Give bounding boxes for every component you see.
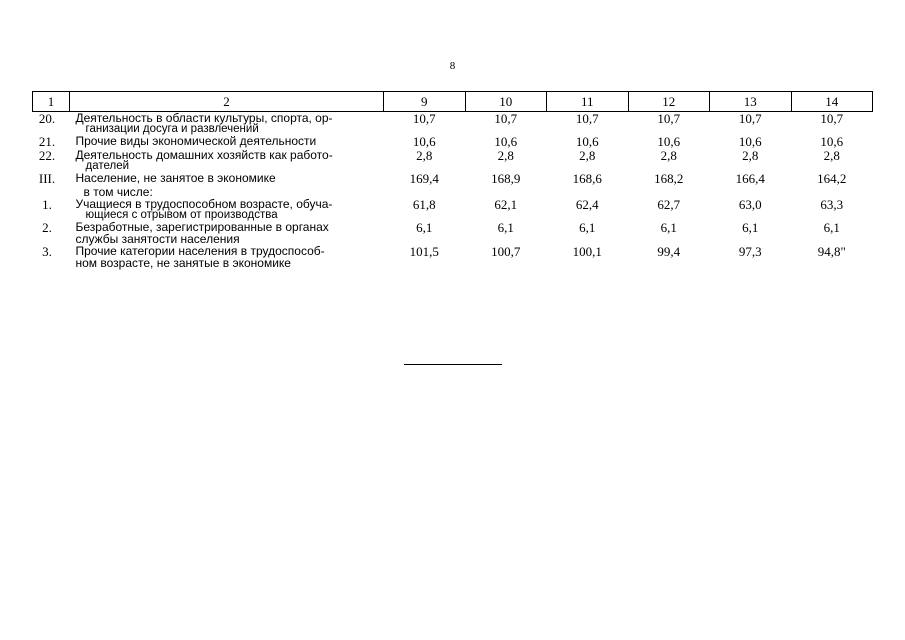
cell-value: 2,8	[660, 148, 677, 163]
cell-value: 10,6	[494, 134, 518, 149]
cell-value: 2,8	[742, 148, 759, 163]
row-label-line: службы занятости населения	[75, 232, 240, 246]
table-row	[33, 149, 873, 172]
row-label-line: в том числе:	[83, 185, 153, 199]
data-table	[32, 91, 873, 269]
cell-value: 10,6	[657, 134, 681, 149]
row-number: 1.	[42, 197, 52, 212]
row-label	[70, 149, 384, 172]
table-row	[33, 198, 873, 221]
cell-value: 94,8"	[817, 244, 846, 259]
cell-value: 6,1	[742, 220, 759, 235]
cell-value: 6,1	[497, 220, 514, 235]
row-label-line: ганизации досуга и развлечений	[85, 123, 259, 135]
row-label-line: Прочие категории населения в трудоспособ-	[75, 244, 325, 258]
cell-value: 6,1	[579, 220, 596, 235]
row-label	[70, 112, 384, 136]
cell-value: 10,7	[575, 111, 599, 126]
cell-value: 168,2	[654, 171, 684, 186]
cell-value: 6,1	[660, 220, 677, 235]
cell-value: 10,6	[820, 134, 844, 149]
row-label	[70, 172, 384, 186]
row-label-line: ющиеся с отрывом от производства	[85, 209, 278, 221]
cell-value: 63,0	[738, 197, 762, 212]
cell-value: 62,4	[575, 197, 599, 212]
cell-value: 166,4	[735, 171, 765, 186]
header-col-14: 14	[791, 92, 873, 112]
table-row	[33, 135, 873, 149]
row-label-line: ном возрасте, не занятые в экономике	[75, 256, 291, 270]
row-label	[70, 245, 384, 269]
row-label-line: Деятельность в области культуры, спорта, ор-	[75, 111, 333, 125]
row-label-line: Прочие виды экономической деятельности	[75, 134, 317, 148]
row-label	[70, 221, 384, 245]
header-col-12: 12	[628, 92, 710, 112]
cell-value: 10,7	[494, 111, 518, 126]
cell-value: 168,9	[491, 171, 521, 186]
cell-value: 2,8	[416, 148, 433, 163]
table-row	[33, 112, 873, 136]
cell-value: 2,8	[579, 148, 596, 163]
cell-value: 6,1	[416, 220, 433, 235]
row-number: 20.	[38, 111, 56, 126]
row-number: 3.	[42, 244, 52, 259]
cell-value: 97,3	[738, 244, 762, 259]
cell-value: 168,6	[572, 171, 602, 186]
header-col-13: 13	[710, 92, 792, 112]
cell-value: 2,8	[823, 148, 840, 163]
table-row	[33, 245, 873, 269]
header-col-1: 1	[33, 92, 70, 112]
row-number: III.	[38, 171, 56, 186]
cell-value: 100,7	[491, 244, 521, 259]
footnote-separator	[404, 364, 502, 365]
cell-value: 61,8	[412, 197, 436, 212]
cell-value: 99,4	[657, 244, 681, 259]
cell-value: 6,1	[823, 220, 840, 235]
cell-value: 100,1	[572, 244, 602, 259]
row-label	[70, 198, 384, 221]
row-label-line: Деятельность домашних хозяйств как работо-	[75, 148, 333, 162]
row-label-line: Население, не занятое в экономике	[75, 171, 276, 185]
cell-value: 164,2	[817, 171, 847, 186]
cell-value: 2,8	[497, 148, 514, 163]
cell-value: 10,6	[412, 134, 436, 149]
cell-value: 10,6	[575, 134, 599, 149]
cell-value: 169,4	[409, 171, 439, 186]
cell-value: 62,7	[657, 197, 681, 212]
row-number: 21.	[38, 134, 56, 149]
cell-value: 101,5	[409, 244, 439, 259]
row-number: 22.	[38, 148, 56, 163]
page-number: 8	[449, 60, 456, 72]
row-label	[70, 135, 384, 149]
row-label-line: Учащиеся в трудоспособном возрасте, обуча-	[75, 197, 333, 211]
header-col-2: 2	[70, 92, 384, 112]
cell-value: 10,7	[412, 111, 436, 126]
table-row	[33, 221, 873, 245]
cell-value: 10,6	[738, 134, 762, 149]
cell-value: 10,7	[820, 111, 844, 126]
table-row	[33, 172, 873, 186]
cell-value: 63,3	[820, 197, 844, 212]
row-label-line: Безработные, зарегистрированные в органах	[75, 220, 329, 234]
header-col-9: 9	[384, 92, 466, 112]
cell-value: 10,7	[657, 111, 681, 126]
row-label-line: дателей	[85, 160, 130, 172]
row-number: 2.	[42, 220, 52, 235]
header-col-11: 11	[547, 92, 629, 112]
header-row	[33, 92, 873, 112]
cell-value: 10,7	[738, 111, 762, 126]
cell-value: 62,1	[494, 197, 518, 212]
header-col-10: 10	[465, 92, 547, 112]
